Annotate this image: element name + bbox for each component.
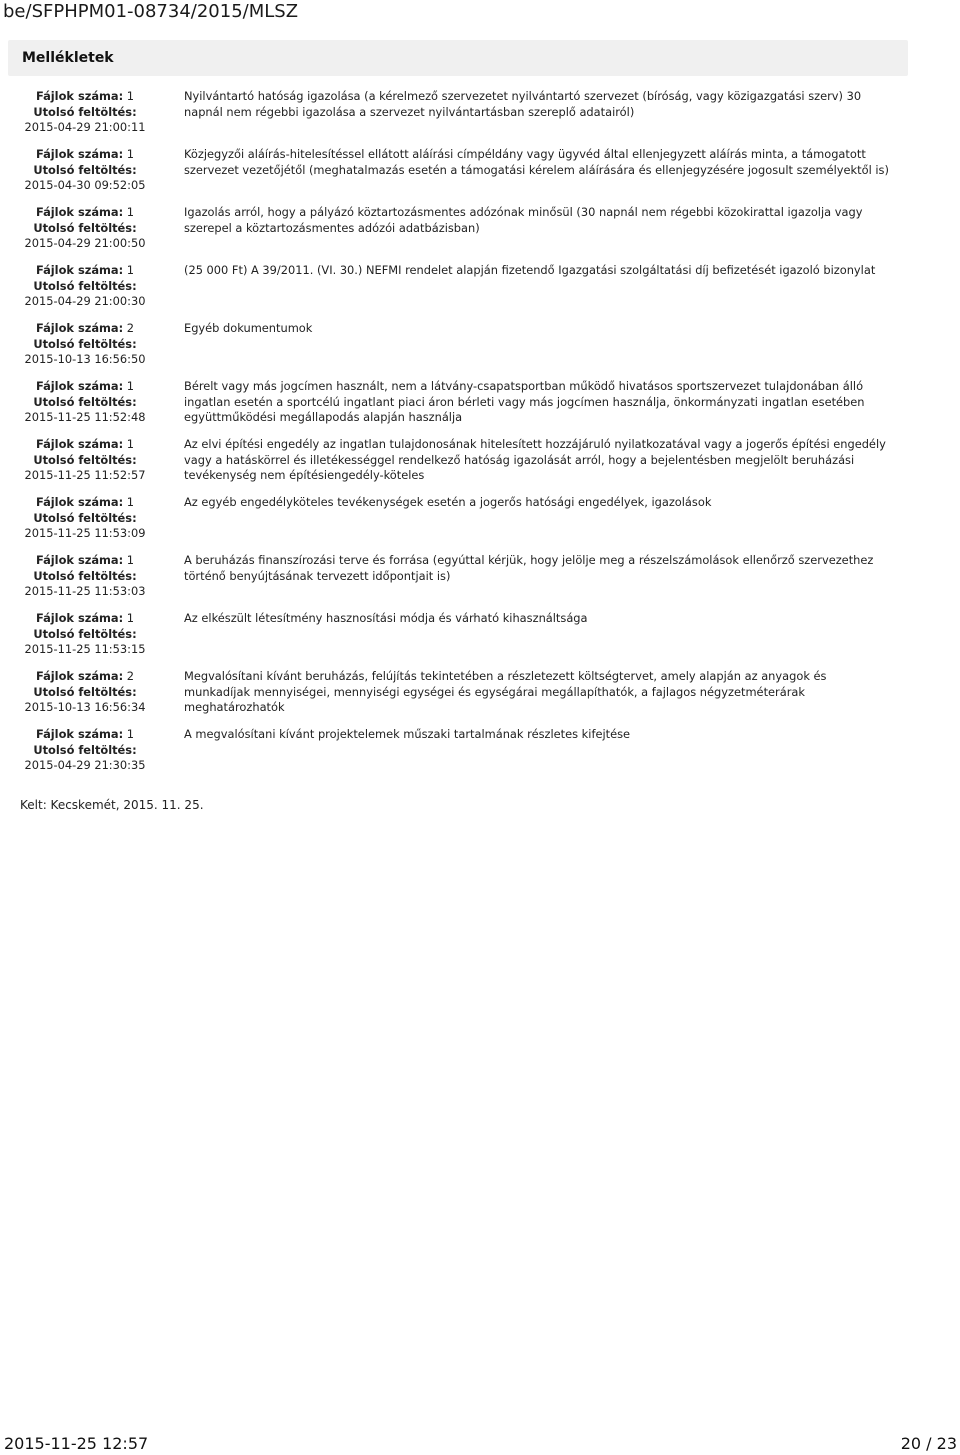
last-upload-label: Utolsó feltöltés: (33, 742, 137, 757)
files-count-value: 1 (126, 437, 135, 451)
files-count-label: Fájlok száma: (35, 437, 124, 451)
section-title: Mellékletek (22, 50, 114, 66)
files-count-label: Fájlok száma: (35, 669, 124, 683)
attachment-description: A megvalósítani kívánt projektelemek műszaki tartalmának részletes kifejtése (184, 727, 631, 741)
attachment-description: Az elkészült létesítmény hasznosítási módja és várható kihasználtsága (184, 611, 588, 625)
attachment-meta (0, 89, 170, 136)
last-upload-timestamp: 2015-11-25 11:53:15 (24, 642, 146, 656)
last-upload-label: Utolsó feltöltés: (33, 626, 137, 641)
last-upload-timestamp: 2015-11-25 11:52:48 (24, 410, 146, 424)
files-count-value: 1 (126, 727, 135, 741)
attachment-meta (0, 727, 170, 774)
files-count-value: 1 (126, 263, 135, 277)
last-upload-timestamp: 2015-11-25 11:53:09 (24, 526, 146, 540)
last-upload-label: Utolsó feltöltés: (33, 220, 137, 235)
attachment-description: Az egyéb engedélyköteles tevékenységek esetén a jogerős hatósági engedélyek, igazolások (184, 495, 712, 509)
last-upload-label: Utolsó feltöltés: (33, 162, 137, 177)
files-count-value: 2 (126, 321, 135, 335)
attachment-meta (0, 553, 170, 600)
attachment-meta (0, 205, 170, 252)
attachment-description: Az elvi építési engedély az ingatlan tulajdonosának hitelesített hozzájáruló nyilatkozatával vagy a jogerős építési engedély vagy a hatáskörrel és illetékességgel rendelkező hatóság igazolását arról, hogy a bejelentésben megjelölt beruházási tevékenység nem építésiengedély-köteles (184, 437, 886, 482)
footer-page-number: 20 / 23 (900, 1434, 957, 1453)
attachment-description: A beruházás finanszírozási terve és forrása (egyúttal kérjük, hogy jelölje meg a részelszámolások ellenőrző szervezethez történő benyújtásának tervezett időpontjait is) (184, 553, 874, 583)
last-upload-label: Utolsó feltöltés: (33, 568, 137, 583)
files-count-label: Fájlok száma: (35, 727, 124, 741)
files-count-value: 1 (126, 89, 135, 103)
files-count-label: Fájlok száma: (35, 321, 124, 335)
attachment-meta (0, 495, 170, 542)
attachment-meta (0, 321, 170, 368)
attachment-description: Egyéb dokumentumok (184, 321, 313, 335)
last-upload-timestamp: 2015-04-30 09:52:05 (24, 178, 146, 192)
files-count-value: 1 (126, 379, 135, 393)
footer-timestamp: 2015-11-25 12:57 (4, 1434, 149, 1453)
last-upload-label: Utolsó feltöltés: (33, 510, 137, 525)
files-count-label: Fájlok száma: (35, 89, 124, 103)
files-count-label: Fájlok száma: (35, 553, 124, 567)
last-upload-timestamp: 2015-11-25 11:53:03 (24, 584, 146, 598)
attachment-meta (0, 147, 170, 194)
files-count-value: 2 (126, 669, 135, 683)
attachment-meta (0, 611, 170, 658)
attachment-meta (0, 437, 170, 484)
files-count-value: 1 (126, 495, 135, 509)
last-upload-timestamp: 2015-10-13 16:56:34 (24, 700, 146, 714)
last-upload-label: Utolsó feltöltés: (33, 336, 137, 351)
attachment-meta (0, 263, 170, 310)
last-upload-timestamp: 2015-11-25 11:52:57 (24, 468, 146, 482)
files-count-label: Fájlok száma: (35, 205, 124, 219)
attachment-description: Közjegyzői aláírás-hitelesítéssel ellátott aláírási címpéldány vagy ügyvéd által ellenjegyzett aláírás minta, a támogatott szervezet vezetőjétől (meghatalmazás esetén a támogatási kérelem aláírására és ellenjegyzésére jogosult személyektől is) (184, 147, 889, 177)
last-upload-label: Utolsó feltöltés: (33, 104, 137, 119)
files-count-label: Fájlok száma: (35, 147, 124, 161)
last-upload-timestamp: 2015-04-29 21:00:50 (24, 236, 146, 250)
last-upload-label: Utolsó feltöltés: (33, 394, 137, 409)
attachment-meta (0, 379, 170, 426)
last-upload-label: Utolsó feltöltés: (33, 684, 137, 699)
last-upload-timestamp: 2015-04-29 21:30:35 (24, 758, 146, 772)
last-upload-timestamp: 2015-04-29 21:00:11 (24, 120, 146, 134)
files-count-value: 1 (126, 205, 135, 219)
files-count-value: 1 (126, 553, 135, 567)
files-count-label: Fájlok száma: (35, 495, 124, 509)
files-count-label: Fájlok száma: (35, 379, 124, 393)
attachment-description: Megvalósítani kívánt beruházás, felújítás tekintetében a részletezett költségtervet, amely alapján az anyagok és munkadíjak mennyiségei, mennyiségi egységei és egységárai megállapíthatók, a fajlagos négyzetméterárak meghatározhatók (184, 669, 827, 714)
files-count-label: Fájlok száma: (35, 263, 124, 277)
document-title: be/SFPHPM01-08734/2015/MLSZ (3, 1, 299, 22)
attachment-description: (25 000 Ft) A 39/2011. (VI. 30.) NEFMI rendelet alapján fizetendő Igazgatási szolgáltatási díj befizetését igazoló bizonylat (184, 263, 876, 277)
last-upload-label: Utolsó feltöltés: (33, 452, 137, 467)
files-count-label: Fájlok száma: (35, 611, 124, 625)
attachment-description: Nyilvántartó hatóság igazolása (a kérelmező szervezetet nyilvántartó szervezet (bíróság, vagy közigazgatási szerv) 30 napnál nem régebbi igazolása a szervezet nyilvántartásban szereplő adatairól) (184, 89, 862, 119)
last-upload-timestamp: 2015-10-13 16:56:50 (24, 352, 146, 366)
files-count-value: 1 (126, 611, 135, 625)
last-upload-label: Utolsó feltöltés: (33, 278, 137, 293)
files-count-value: 1 (126, 147, 135, 161)
attachment-description: Bérelt vagy más jogcímen használt, nem a látvány-csapatsportban működő hivatásos sportszervezet tulajdonában álló ingatlan esetén a sportcélú ingatlant piaci áron bérleti vagy más jogcímen használja, önkormányzati ingatlan esetében együttműködési megállapodás alapján használja (184, 379, 865, 424)
section-header (8, 40, 908, 76)
place-and-date: Kelt: Kecskemét, 2015. 11. 25. (20, 798, 204, 812)
last-upload-timestamp: 2015-04-29 21:00:30 (24, 294, 146, 308)
attachment-meta (0, 669, 170, 716)
attachment-description: Igazolás arról, hogy a pályázó köztartozásmentes adózónak minősül (30 napnál nem régebbi közokirattal igazolja vagy szerepel a köztartozásmentes adózói adatbázisban) (184, 205, 863, 235)
